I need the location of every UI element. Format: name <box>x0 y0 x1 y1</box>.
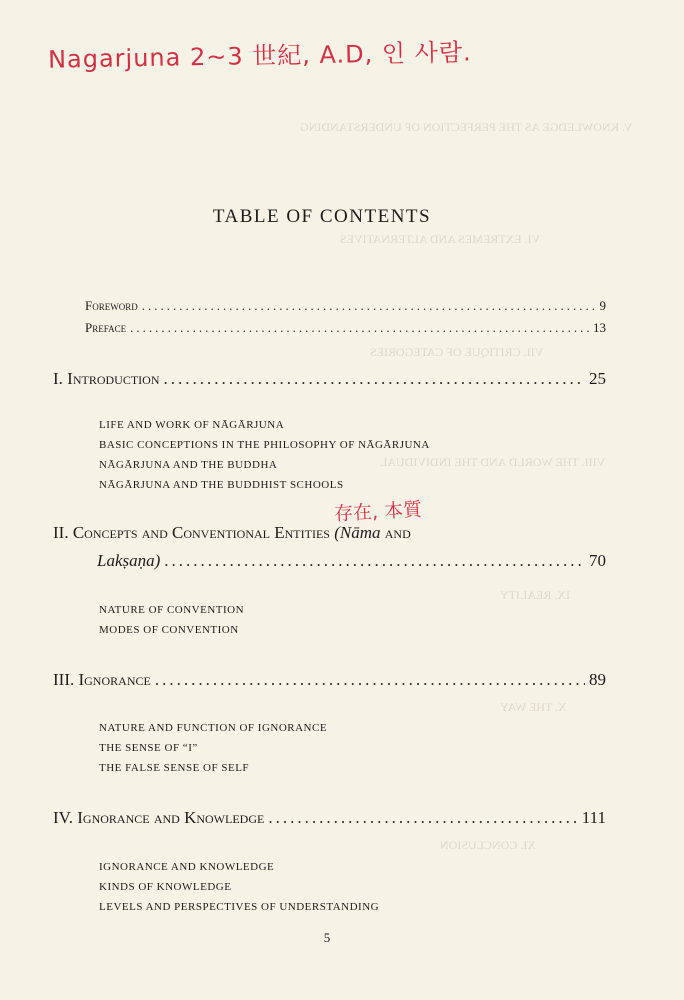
chapter-title: II. Concepts and Conventional Entities <box>53 523 330 542</box>
handwritten-annotation: Nagarjuna 2~3 世紀, A.D, 인 사람. <box>47 38 472 74</box>
show-through-text: VIII. THE WORLD AND THE INDIVIDUAL <box>380 455 606 469</box>
toc-entry-preface[interactable] <box>85 320 606 336</box>
toc-chapter-3[interactable] <box>53 670 606 690</box>
chapter-title: III. Ignorance <box>53 670 151 689</box>
section-entry: IGNORANCE AND KNOWLEDGE <box>99 861 275 873</box>
page-title: TABLE OF CONTENTS <box>212 206 432 227</box>
handwritten-note: 存在, 本質 <box>333 498 423 526</box>
show-through-text: V. KNOWLEDGE AS THE PERFECTION OF UNDERSTANDING <box>300 120 633 134</box>
toc-entry-foreword[interactable] <box>85 298 606 314</box>
toc-chapter-2-line1[interactable] <box>53 523 411 543</box>
toc-entry-label: Preface <box>85 320 127 335</box>
page-number: 5 <box>323 930 331 945</box>
section-entry: THE SENSE OF “I” <box>99 742 198 754</box>
toc-page-number: 25 <box>589 369 606 388</box>
chapter-title-continuation: Lakṣaṇa) <box>97 551 161 570</box>
section-entry: LIFE AND WORK OF NĀGĀRJUNA <box>99 419 285 431</box>
dot-leader <box>155 670 585 690</box>
section-entry: KINDS OF KNOWLEDGE <box>99 881 232 893</box>
section-entry: MODES OF CONVENTION <box>99 624 239 636</box>
section-entry: THE FALSE SENSE OF SELF <box>99 762 250 774</box>
chapter-title: I. Introduction <box>53 369 160 388</box>
toc-page-number: 111 <box>581 808 606 827</box>
section-entry: NĀGĀRJUNA AND THE BUDDHIST SCHOOLS <box>99 479 344 491</box>
show-through-text: VI. EXTREMES AND ALTERNATIVES <box>340 232 541 246</box>
show-through-text: IX. REALITY <box>500 588 570 602</box>
toc-chapter-4[interactable] <box>53 808 606 828</box>
chapter-title-italic: (Nāma <box>334 523 381 542</box>
toc-page-number: 89 <box>589 670 606 689</box>
toc-page-number: 13 <box>593 320 606 335</box>
section-entry: BASIC CONCEPTIONS IN THE PHILOSOPHY OF NĀGĀRJUNA <box>99 439 430 451</box>
toc-chapter-2-line2[interactable] <box>97 551 606 571</box>
section-entry: LEVELS AND PERSPECTIVES OF UNDERSTANDING <box>99 901 380 913</box>
show-through-text: X. THE WAY <box>500 700 567 714</box>
section-entry: NATURE OF CONVENTION <box>99 604 245 616</box>
show-through-text: XI. CONCLUSION <box>440 838 536 852</box>
chapter-title: IV. Ignorance and Knowledge <box>53 808 265 827</box>
toc-page-number: 9 <box>599 298 606 313</box>
dot-leader <box>164 551 585 571</box>
chapter-title-end: and <box>384 523 411 542</box>
show-through-text: VII. CRITIQUE OF CATEGORIES <box>370 345 544 359</box>
dot-leader <box>130 320 589 336</box>
section-entry: NĀGĀRJUNA AND THE BUDDHA <box>99 459 278 471</box>
toc-chapter-1[interactable] <box>53 369 606 389</box>
toc-page-number: 70 <box>589 551 606 570</box>
dot-leader <box>163 369 585 389</box>
dot-leader <box>268 808 577 828</box>
section-entry: NATURE AND FUNCTION OF IGNORANCE <box>99 722 328 734</box>
toc-entry-label: Foreword <box>85 298 138 313</box>
dot-leader <box>142 298 596 314</box>
